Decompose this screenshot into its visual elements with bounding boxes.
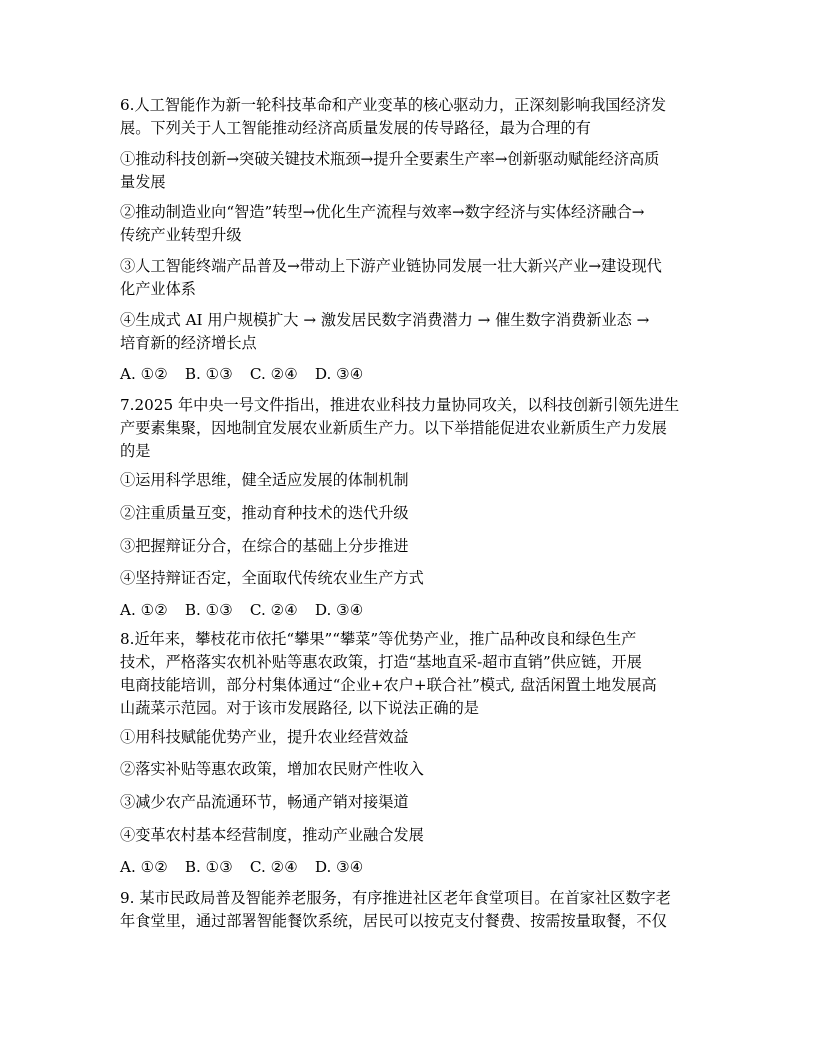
- question-7-choice-b: B. ①③: [184, 601, 233, 619]
- question-6-choice-d: D. ③④: [314, 365, 364, 383]
- question-6-option-1: [120, 148, 700, 194]
- question-6-option-1-line-1: ①推动科技创新→突破关键技术瓶颈→提升全要素生产率→创新驱动赋能经济高质: [120, 150, 660, 168]
- question-8-option-2: ②落实补贴等惠农政策，增加农民财产性收入: [120, 760, 424, 778]
- question-8-choice-c: C. ②④: [249, 858, 298, 876]
- question-6-option-1-line-2: 量发展: [120, 173, 166, 191]
- question-7-stem-line-1: 7.2025 年中央一号文件指出，推进农业科技力量协同攻关，以科技创新引领先进生: [120, 396, 680, 414]
- question-7-answer-choices: [120, 599, 700, 622]
- question-8-option-4: ④变革农村基本经营制度，推动产业融合发展: [120, 826, 424, 844]
- question-6-option-2-line-2: 传统产业转型升级: [120, 226, 242, 244]
- question-6-choice-c: C. ②④: [249, 365, 298, 383]
- question-6-choice-b: B. ①③: [184, 365, 233, 383]
- question-6-choice-a: A. ①②: [120, 365, 168, 383]
- question-7-stem-line-3: 的是: [120, 442, 151, 460]
- question-8-stem-line-3: 电商技能培训，部分村集体通过“企业+农户+联合社”模式, 盘活闲置土地发展高: [120, 676, 657, 694]
- question-6-option-3-line-1: ③人工智能终端产品普及→带动上下游产业链协同发展一壮大新兴产业→建设现代: [120, 257, 662, 275]
- question-8-option-1: ①用科技赋能优势产业，提升农业经营效益: [120, 728, 409, 746]
- question-8-stem-line-2: 技术，严格落实农机补贴等惠农政策，打造“基地直采-超市直销”供应链，开展: [120, 653, 642, 671]
- question-8-stem-line-1: 8.近年来，攀枝花市依托“攀果”“攀菜”等优势产业，推广品种改良和绿色生产: [120, 630, 637, 648]
- question-6-option-4-line-2: 培育新的经济增长点: [120, 334, 257, 352]
- question-7-choice-d: D. ③④: [314, 601, 364, 619]
- question-6-option-3-line-2: 化产业体系: [120, 280, 196, 298]
- question-6-option-2-line-1: ②推动制造业向“智造”转型→优化生产流程与效率→数字经济与实体经济融合→: [120, 203, 645, 221]
- question-9-stem-line-2: 年食堂里，通过部署智能餐饮系统，居民可以按克支付餐费、按需按量取餐，不仅: [120, 912, 667, 930]
- question-6-option-4-line-1: ④生成式 AI 用户规模扩大 → 激发居民数字消费潜力 → 催生数字消费新业态 →: [120, 311, 650, 329]
- question-8-option-3: ③减少农产品流通环节，畅通产销对接渠道: [120, 793, 409, 811]
- question-7-option-3: ③把握辩证分合，在综合的基础上分步推进: [120, 537, 409, 555]
- question-7-stem: [120, 394, 700, 463]
- question-9-stem-line-1: 9. 某市民政局普及智能养老服务，有序推进社区老年食堂项目。在首家社区数字老: [120, 889, 671, 907]
- question-8-stem: [120, 628, 700, 720]
- question-6-stem-line-2: 展。下列关于人工智能推动经济高质量发展的传导路径，最为合理的有: [120, 119, 591, 137]
- question-6-option-4: [120, 309, 700, 355]
- question-8-choice-a: A. ①②: [120, 858, 168, 876]
- question-6-option-2: [120, 201, 700, 247]
- question-7-option-2: ②注重质量互变，推动育种技术的迭代升级: [120, 504, 409, 522]
- question-8-choice-b: B. ①③: [184, 858, 233, 876]
- question-8-answer-choices: [120, 856, 700, 879]
- question-7-stem-line-2: 产要素集聚，因地制宜发展农业新质生产力。以下举措能促进农业新质生产力发展: [120, 419, 667, 437]
- question-8-stem-line-4: 山蔬菜示范园。对于该市发展路径, 以下说法正确的是: [120, 699, 479, 717]
- question-6-answer-choices: [120, 363, 700, 386]
- question-8-choice-d: D. ③④: [314, 858, 364, 876]
- question-7-choice-a: A. ①②: [120, 601, 168, 619]
- question-6-option-3: [120, 255, 700, 301]
- question-6-stem: [120, 94, 700, 140]
- question-7-option-4: ④坚持辩证否定，全面取代传统农业生产方式: [120, 569, 424, 587]
- question-6-stem-line-1: 6.人工智能作为新一轮科技革命和产业变革的核心驱动力，正深刻影响我国经济发: [120, 96, 667, 114]
- question-7-choice-c: C. ②④: [249, 601, 298, 619]
- question-7-option-1: ①运用科学思维，健全适应发展的体制机制: [120, 471, 409, 489]
- question-9-stem: [120, 887, 700, 933]
